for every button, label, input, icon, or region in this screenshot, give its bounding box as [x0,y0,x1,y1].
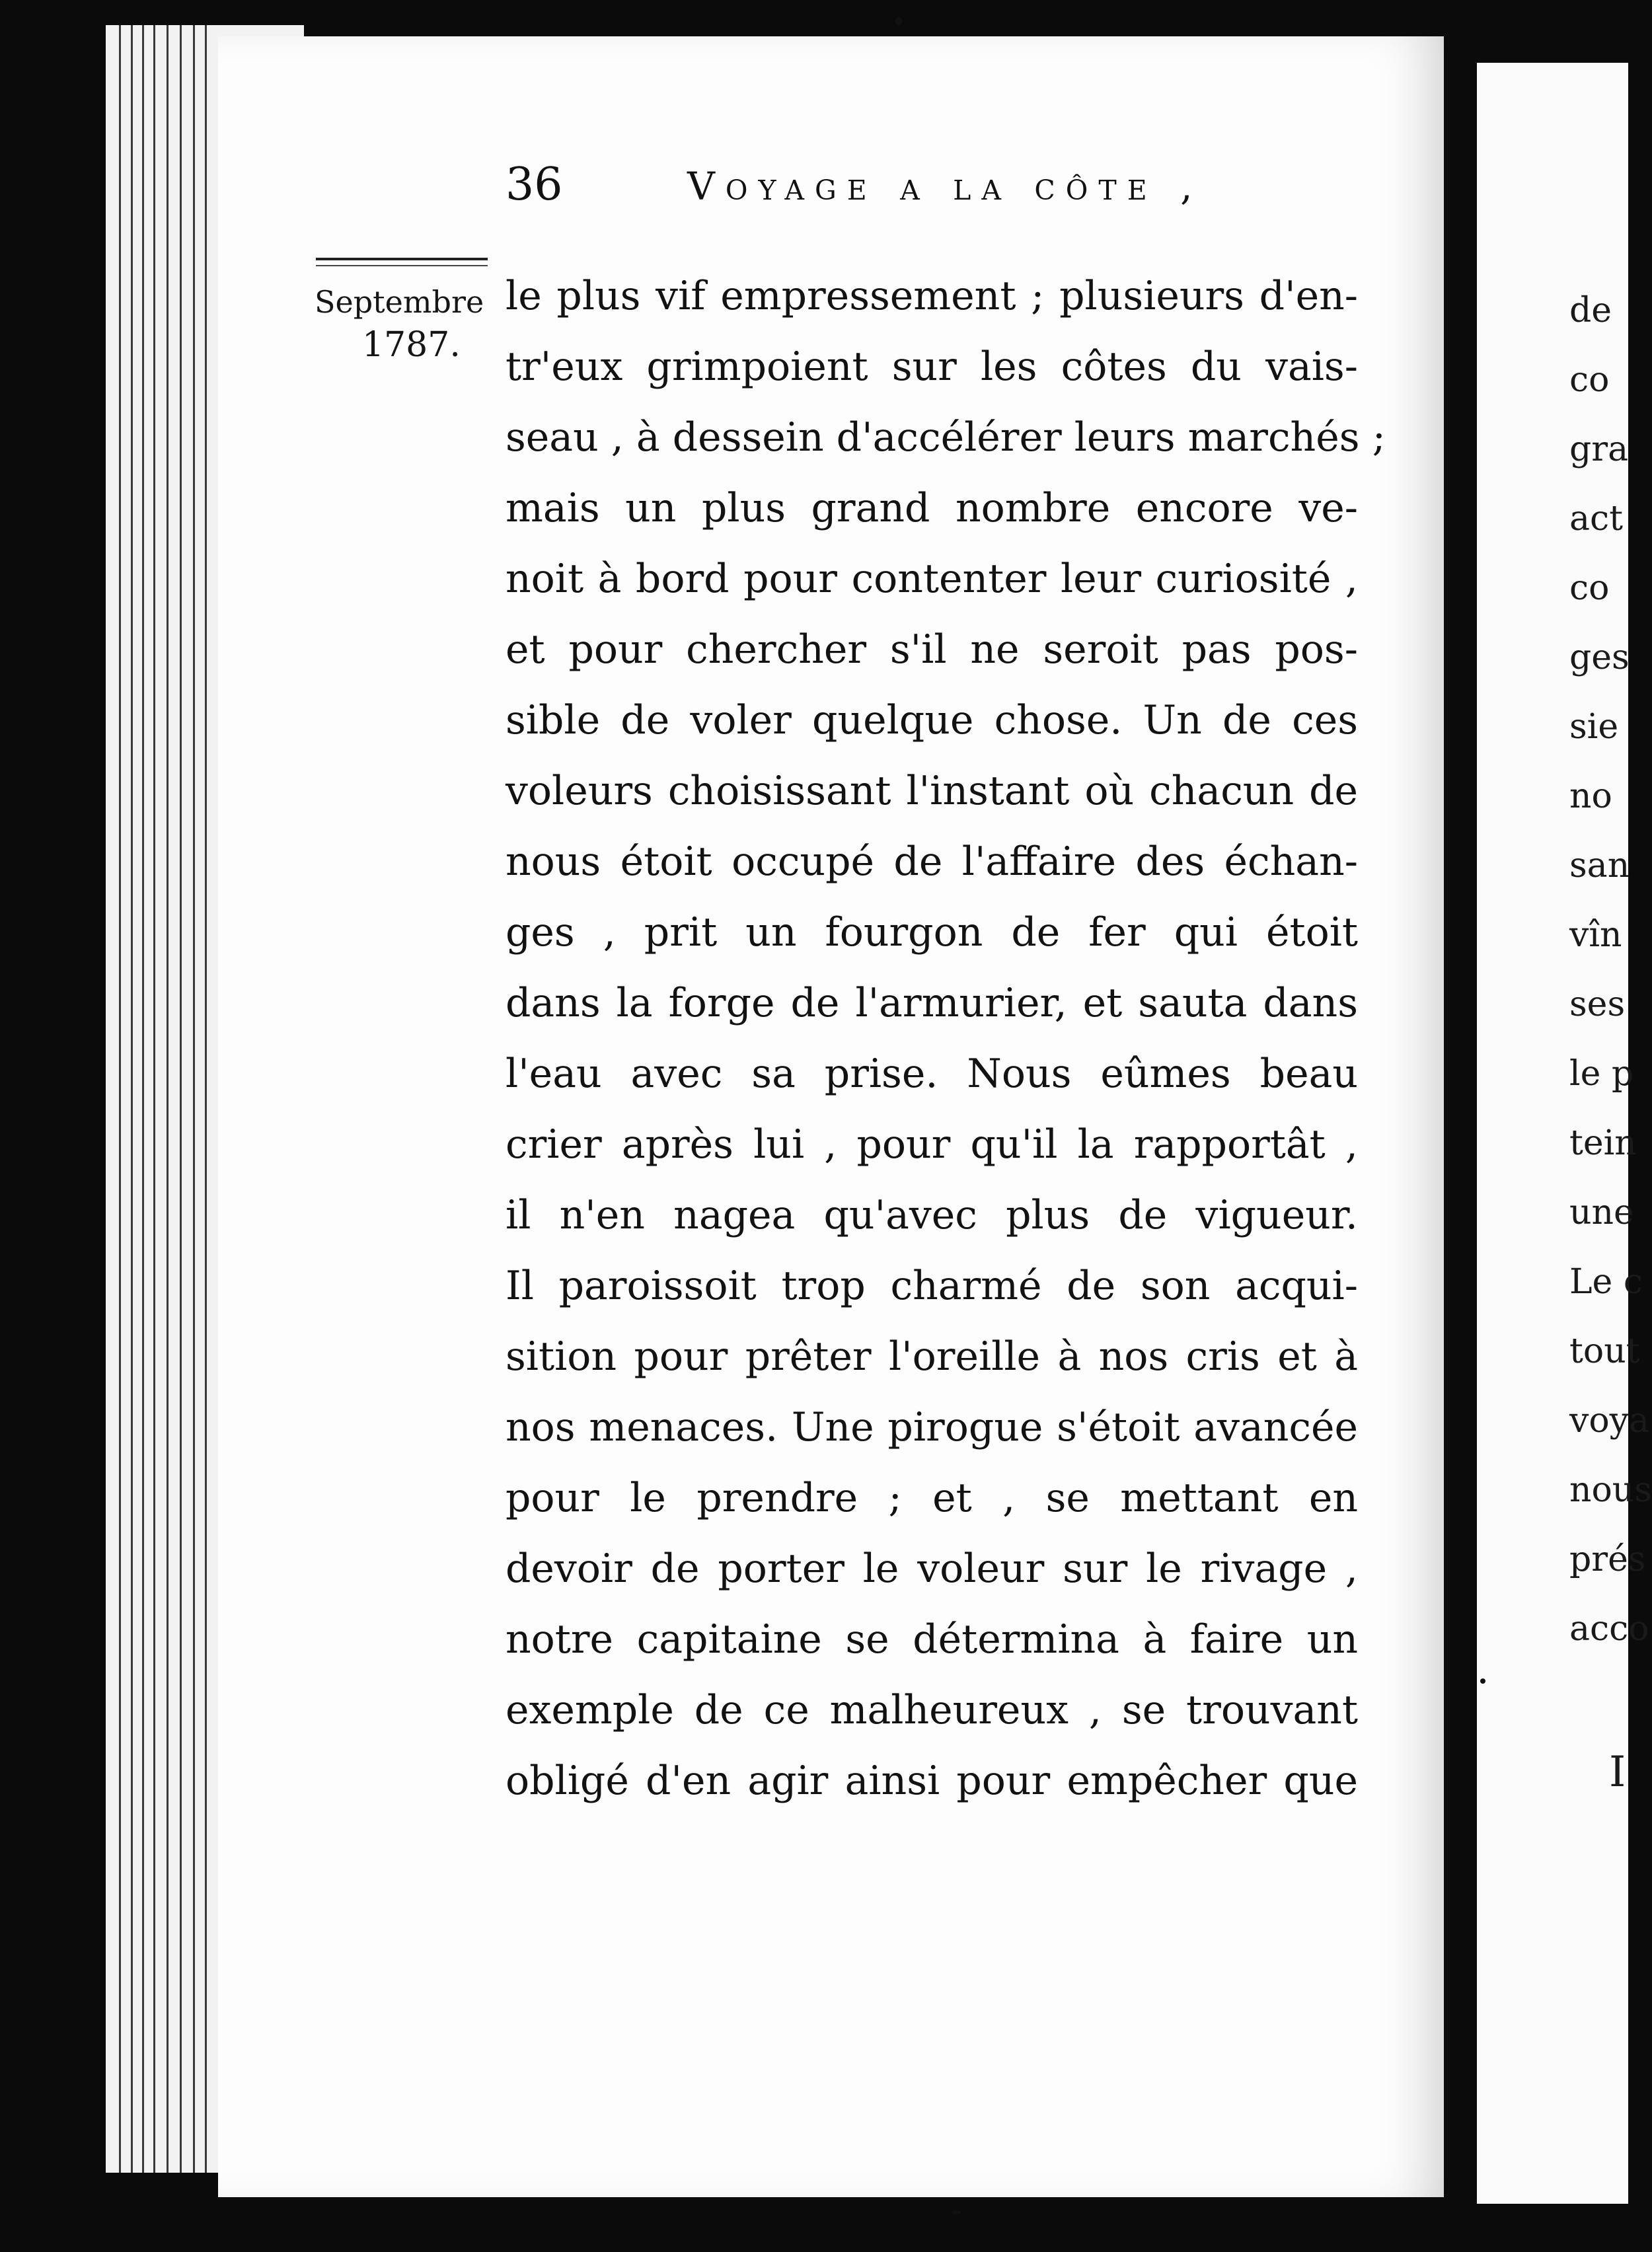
right-facing-page [1477,63,1652,2204]
facing-line: prés [1569,1540,1646,1579]
text-line: nous étoit occupé de l'affaire des échan- [506,839,1358,885]
facing-line: co [1569,568,1610,608]
text-line: voleurs choisissant l'instant où chacun de [506,768,1358,814]
margin-rule [316,258,488,266]
facing-line: de [1569,291,1612,330]
text-line: seau , à dessein d'accélérer leurs marchés ; [506,414,1386,461]
page-number: 36 [506,159,563,211]
margin-note-month: Septembre [315,284,484,320]
facing-line: san [1569,846,1630,885]
text-line: ges , prit un fourgon de fer qui étoit [506,909,1358,956]
text-line: pour le prendre ; et , se mettant en [506,1475,1358,1521]
text-line: sible de voler quelque chose. Un de ces [506,697,1358,743]
facing-line: no [1569,776,1612,816]
facing-line: co [1569,360,1610,400]
text-line: le plus vif empressement ; plusieurs d'en- [506,273,1358,319]
text-line: dans la forge de l'armurier, et sauta dans [506,980,1358,1026]
text-line: et pour chercher s'il ne seroit pas pos- [506,626,1358,673]
margin-note-year: 1787. [362,325,461,365]
facing-line: act [1569,499,1624,539]
facing-line: le p [1569,1054,1634,1094]
facing-line: I [1609,1748,1626,1797]
running-header [506,159,1226,225]
text-line: tr'eux grimpoient sur les côtes du vais- [506,344,1358,390]
facing-line: nous [1569,1470,1652,1510]
text-line: exemple de ce malheureux , se trouvant [506,1687,1358,1733]
text-line: devoir de porter le voleur sur le rivage , [506,1546,1358,1592]
facing-line: voya [1569,1401,1650,1441]
text-line: crier après lui , pour qu'il la rapportât , [506,1121,1358,1168]
text-line: notre capitaine se détermina à faire un [506,1616,1358,1663]
facing-line: Le c [1569,1262,1643,1302]
text-line: sition pour prêter l'oreille à nos cris et à [506,1333,1358,1380]
facing-line: sie [1569,707,1619,747]
text-line: Il paroissoit trop charmé de son acqui- [506,1263,1358,1309]
text-line: l'eau avec sa prise. Nous eûmes beau [506,1051,1358,1097]
dust-speck [952,2210,961,2214]
facing-line: tein [1569,1123,1637,1163]
facing-line: vîn [1569,915,1622,955]
facing-line: ses [1569,985,1626,1024]
text-line: nos menaces. Une pirogue s'étoit avancée [506,1404,1358,1450]
facing-line: tout [1569,1332,1640,1371]
text-line: obligé d'en agir ainsi pour empêcher que [506,1758,1358,1804]
dust-speck [1480,1678,1485,1684]
dust-speck [895,17,902,26]
body-text [506,261,1386,1817]
facing-line: gra [1569,430,1629,469]
facing-line: une [1569,1193,1634,1232]
running-title: Voyage a la côte , [687,164,1203,209]
text-line: il n'en nagea qu'avec plus de vigueur. [506,1192,1358,1238]
text-line: noit à bord pour contenter leur curiosité , [506,556,1358,602]
facing-line: ges [1569,638,1630,677]
facing-line: acco [1569,1609,1649,1649]
text-line: mais un plus grand nombre encore ve- [506,485,1358,531]
